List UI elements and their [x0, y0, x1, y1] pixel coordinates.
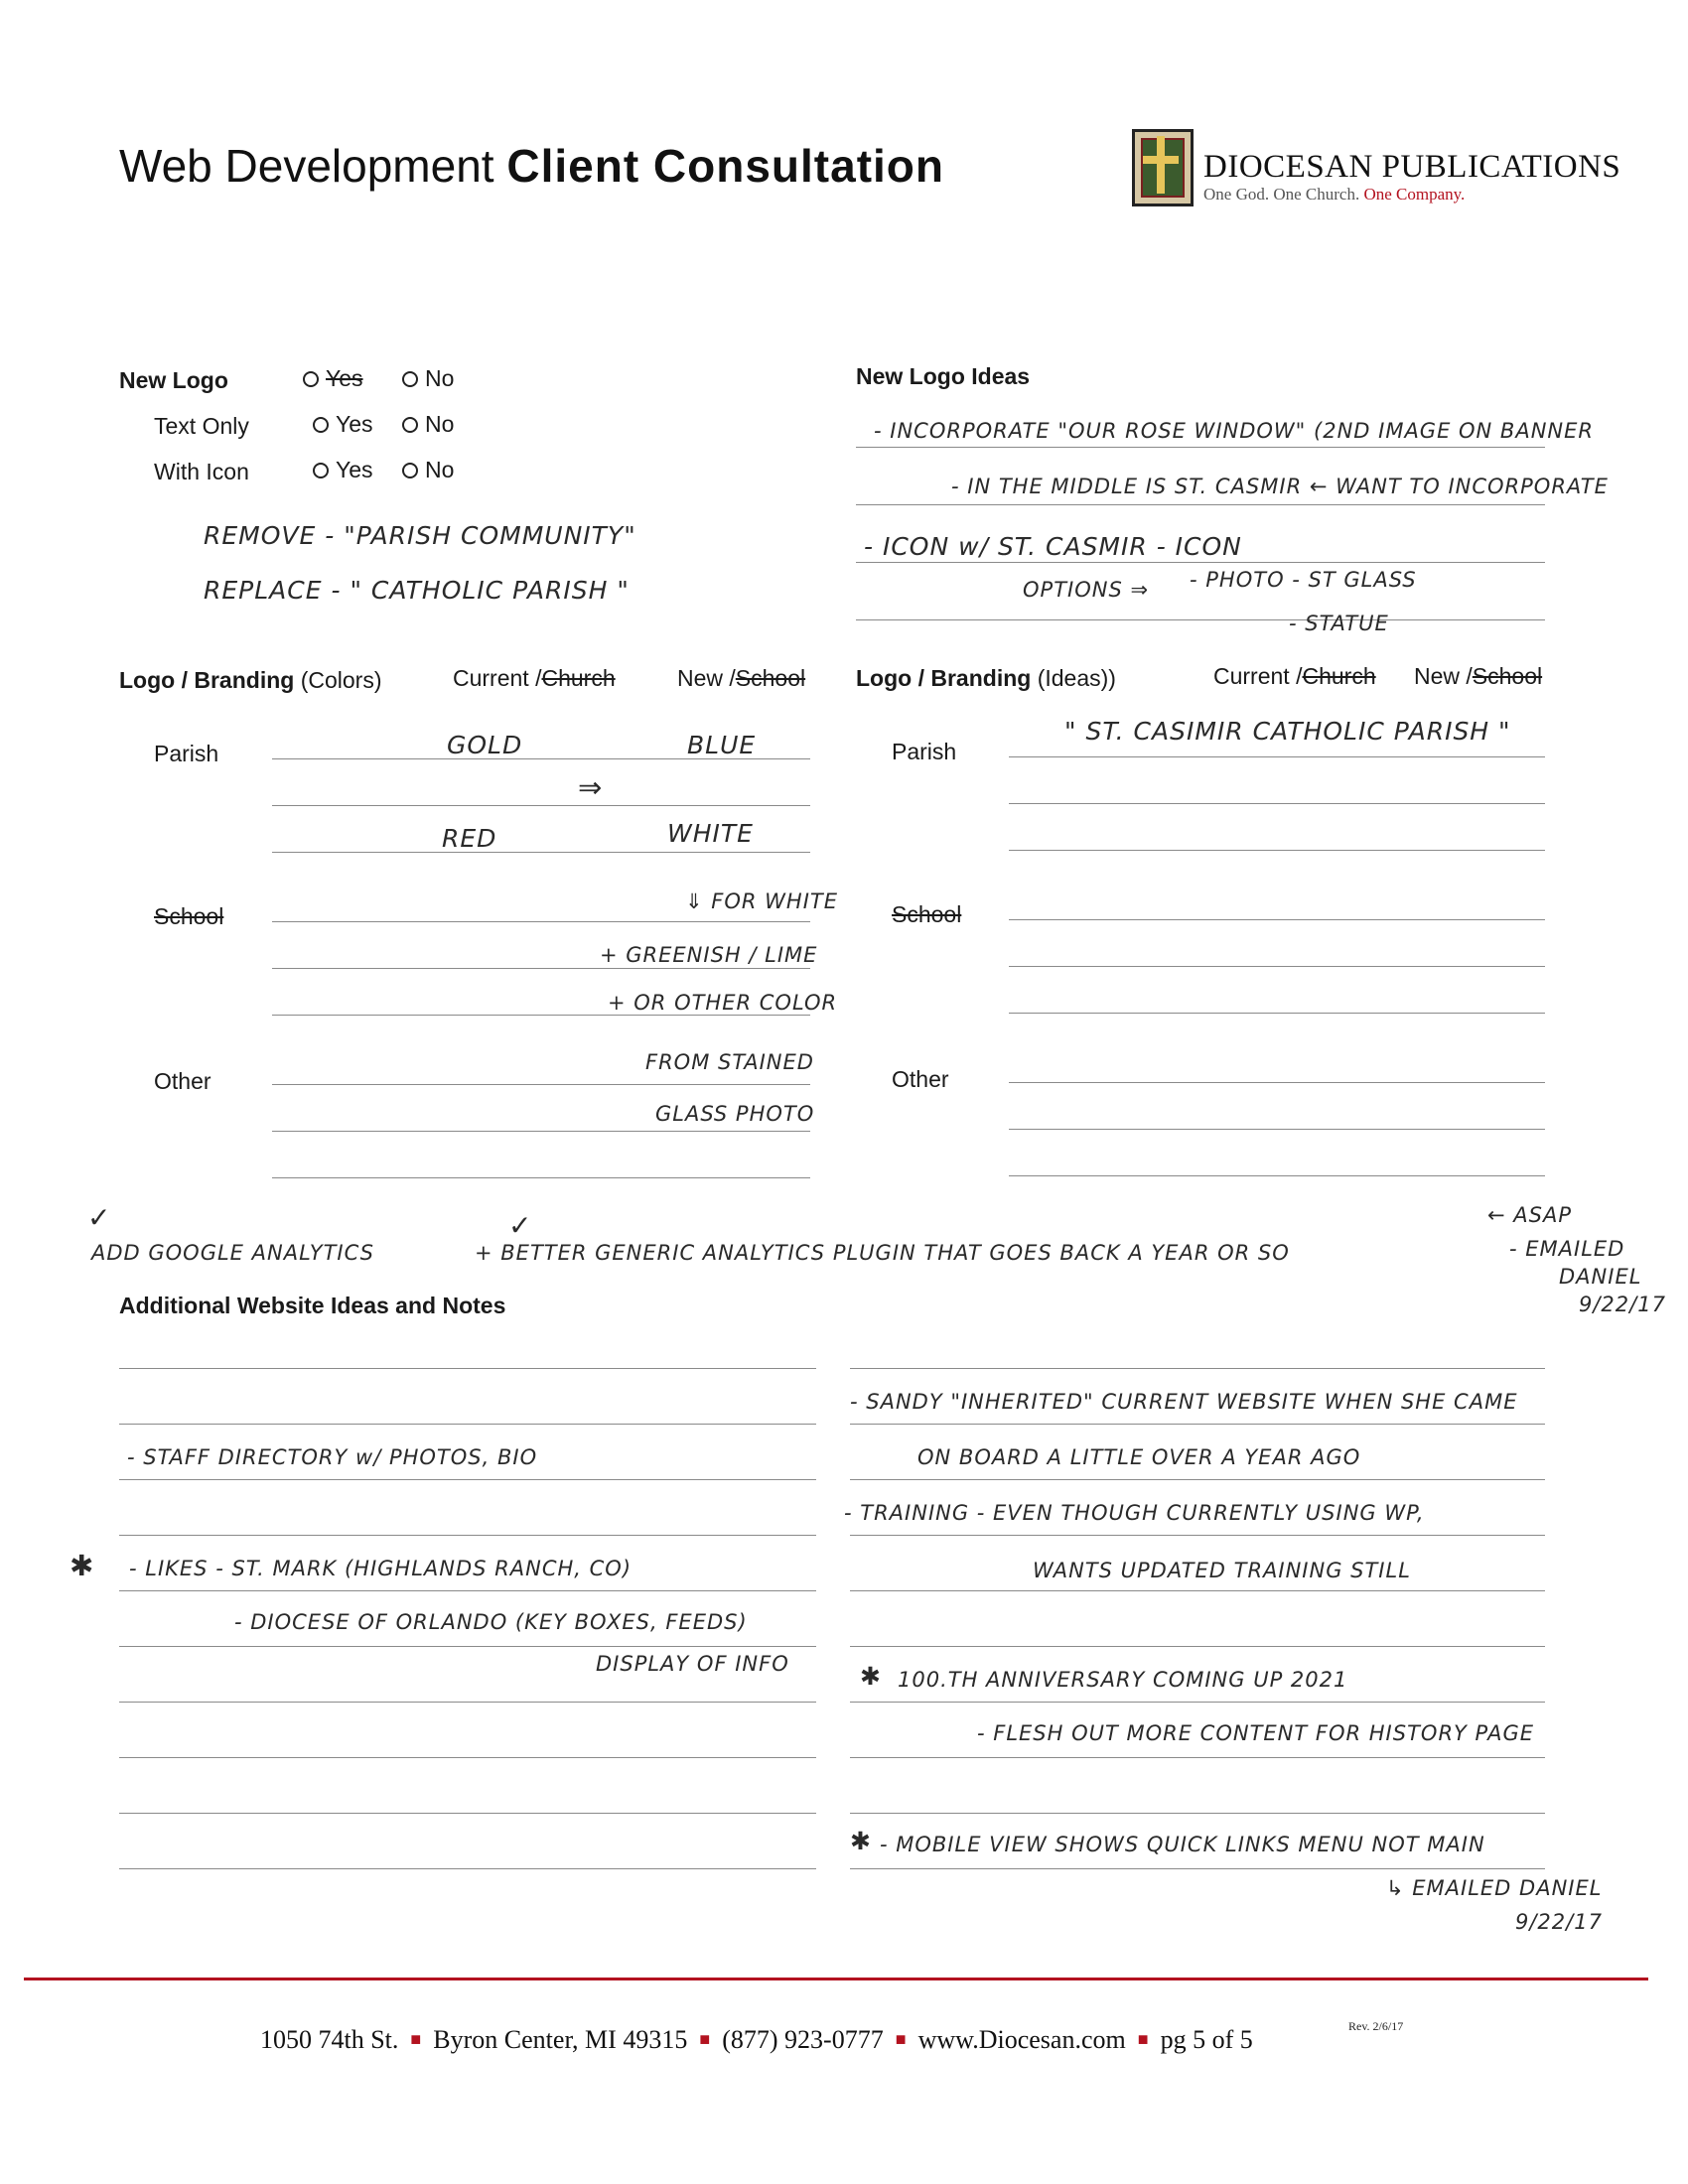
- brand-name: DIOCESAN PUBLICATIONS: [1203, 149, 1621, 185]
- logo-idea-photo: - PHOTO - ST GLASS: [1190, 568, 1417, 592]
- text-only-no-option[interactable]: No: [402, 411, 454, 438]
- color-for-white: ⇓ FOR WHITE: [685, 889, 838, 913]
- with-icon-no-option[interactable]: No: [402, 457, 454, 483]
- branding-colors-current-header: Current /Church: [453, 665, 616, 691]
- color-arrow: ⇒: [578, 770, 604, 804]
- branding-colors-parish-label: Parish: [154, 741, 219, 766]
- branding-colors-other-label: Other: [154, 1068, 211, 1094]
- title-regular: Web Development: [119, 140, 494, 192]
- new-logo-yes-option[interactable]: Yes: [303, 365, 363, 392]
- analytics-note-1: ADD GOOGLE ANALYTICS: [91, 1241, 374, 1265]
- note-emailed-date: 9/22/17: [1515, 1910, 1603, 1934]
- footer-website[interactable]: www.Diocesan.com: [917, 2025, 1126, 2054]
- additional-notes-heading: Additional Website Ideas and Notes: [119, 1293, 506, 1318]
- note-diocese-orlando: - DIOCESE OF ORLANDO (KEY BOXES, FEEDS): [234, 1610, 748, 1634]
- analytics-emailed: - EMAILED: [1509, 1237, 1625, 1261]
- branding-colors-heading: Logo / Branding (Colors): [119, 667, 382, 693]
- footer-address: 1050 74th St.: [260, 2025, 399, 2054]
- note-on-board: ON BOARD A LITTLE OVER A YEAR AGO: [917, 1445, 1361, 1469]
- note-anniversary: 100.TH ANNIVERSARY COMING UP 2021: [898, 1668, 1348, 1692]
- radio-icon: [402, 417, 418, 433]
- color-from-stained: FROM STAINED: [645, 1050, 814, 1074]
- logo-idea-options: OPTIONS ⇒: [1023, 578, 1150, 602]
- logo-idea-line-2: - IN THE MIDDLE IS ST. CASMIR ← WANT TO INCORPORATE: [951, 475, 1609, 498]
- analytics-date: 9/22/17: [1579, 1293, 1666, 1316]
- footer-page-number: pg 5 of 5: [1160, 2025, 1253, 2054]
- color-white: WHITE: [667, 819, 754, 848]
- title-bold: Client Consultation: [506, 140, 944, 192]
- new-logo-heading: New Logo: [119, 367, 228, 393]
- color-glass-photo: GLASS PHOTO: [655, 1102, 815, 1126]
- branding-ideas-current-header: Current /Church: [1213, 663, 1376, 689]
- footer-divider: [24, 1978, 1648, 1980]
- page-title: [119, 139, 944, 193]
- note-display-info: DISPLAY OF INFO: [596, 1652, 789, 1676]
- logo-idea-line-3: - ICON w/ ST. CASMIR - ICON: [864, 532, 1242, 561]
- footer-phone: (877) 923-0777: [722, 2025, 884, 2054]
- branding-ideas-other-label: Other: [892, 1066, 949, 1092]
- color-greenish: + GREENISH / LIME: [600, 943, 818, 967]
- parish-name-idea: " ST. CASIMIR CATHOLIC PARISH ": [1064, 717, 1511, 746]
- note-training: - TRAINING - EVEN THOUGH CURRENTLY USING WP,: [844, 1501, 1425, 1525]
- footer-city: Byron Center, MI 49315: [433, 2025, 688, 2054]
- logo-idea-statue: - STATUE: [1289, 612, 1389, 635]
- note-wants-training: WANTS UPDATED TRAINING STILL: [1033, 1559, 1411, 1582]
- color-red: RED: [442, 824, 497, 853]
- brand-tagline: One God. One Church. One Company.: [1203, 185, 1466, 204]
- note-sandy-inherited: - SANDY "INHERITED" CURRENT WEBSITE WHEN SHE CAME: [850, 1390, 1518, 1414]
- analytics-asap: ← ASAP: [1487, 1203, 1572, 1227]
- diocesan-logo-icon: [1132, 129, 1194, 206]
- analytics-note-2: + BETTER GENERIC ANALYTICS PLUGIN THAT GOES BACK A YEAR OR SO: [475, 1241, 1290, 1265]
- branding-ideas-new-header: New /School: [1414, 663, 1543, 689]
- note-remove: REMOVE - "PARISH COMMUNITY": [204, 521, 636, 550]
- branding-ideas-heading: Logo / Branding (Ideas)): [856, 665, 1116, 691]
- radio-icon: [303, 371, 319, 387]
- star-icon: ✱: [860, 1662, 882, 1691]
- checkmark-icon: ✓: [508, 1209, 533, 1242]
- note-emailed-daniel: ↳ EMAILED DANIEL: [1386, 1876, 1603, 1900]
- note-mobile-view: - MOBILE VIEW SHOWS QUICK LINKS MENU NOT MAIN: [880, 1833, 1485, 1856]
- new-logo-no-option[interactable]: No: [402, 365, 454, 392]
- logo-idea-line-1: - INCORPORATE "OUR ROSE WINDOW" (2ND IMAGE ON BANNER: [874, 419, 1594, 443]
- note-history-page: - FLESH OUT MORE CONTENT FOR HISTORY PAGE: [977, 1721, 1535, 1745]
- new-logo-ideas-heading: New Logo Ideas: [856, 363, 1031, 389]
- branding-ideas-school-label: School: [892, 901, 962, 927]
- revision-date: Rev. 2/6/17: [1348, 2019, 1404, 2033]
- branding-colors-school-label: School: [154, 903, 224, 929]
- branding-ideas-parish-label: Parish: [892, 739, 957, 764]
- note-replace: REPLACE - " CATHOLIC PARISH ": [204, 576, 630, 605]
- color-other: + OR OTHER COLOR: [608, 991, 838, 1015]
- color-gold: GOLD: [447, 731, 523, 759]
- radio-icon: [402, 371, 418, 387]
- footer: 1050 74th St. ■ Byron Center, MI 49315 ■ (877) 923-0777 ■ www.Diocesan.com ■ pg 5 of 5: [260, 2025, 1253, 2054]
- checkmark-icon: ✓: [87, 1201, 112, 1234]
- radio-icon: [313, 463, 329, 478]
- analytics-daniel: DANIEL: [1559, 1265, 1642, 1289]
- color-blue: BLUE: [687, 731, 757, 759]
- text-only-label: Text Only: [154, 413, 249, 439]
- note-likes-st-mark: - LIKES - ST. MARK (HIGHLANDS RANCH, CO): [129, 1557, 633, 1580]
- text-only-yes-option[interactable]: Yes: [313, 411, 373, 438]
- with-icon-yes-option[interactable]: Yes: [313, 457, 373, 483]
- star-icon: ✱: [70, 1549, 95, 1582]
- branding-colors-new-header: New /School: [677, 665, 806, 691]
- star-icon: ✱: [850, 1827, 872, 1855]
- radio-icon: [402, 463, 418, 478]
- radio-icon: [313, 417, 329, 433]
- note-staff-directory: - STAFF DIRECTORY w/ PHOTOS, BIO: [127, 1445, 538, 1469]
- with-icon-label: With Icon: [154, 459, 249, 484]
